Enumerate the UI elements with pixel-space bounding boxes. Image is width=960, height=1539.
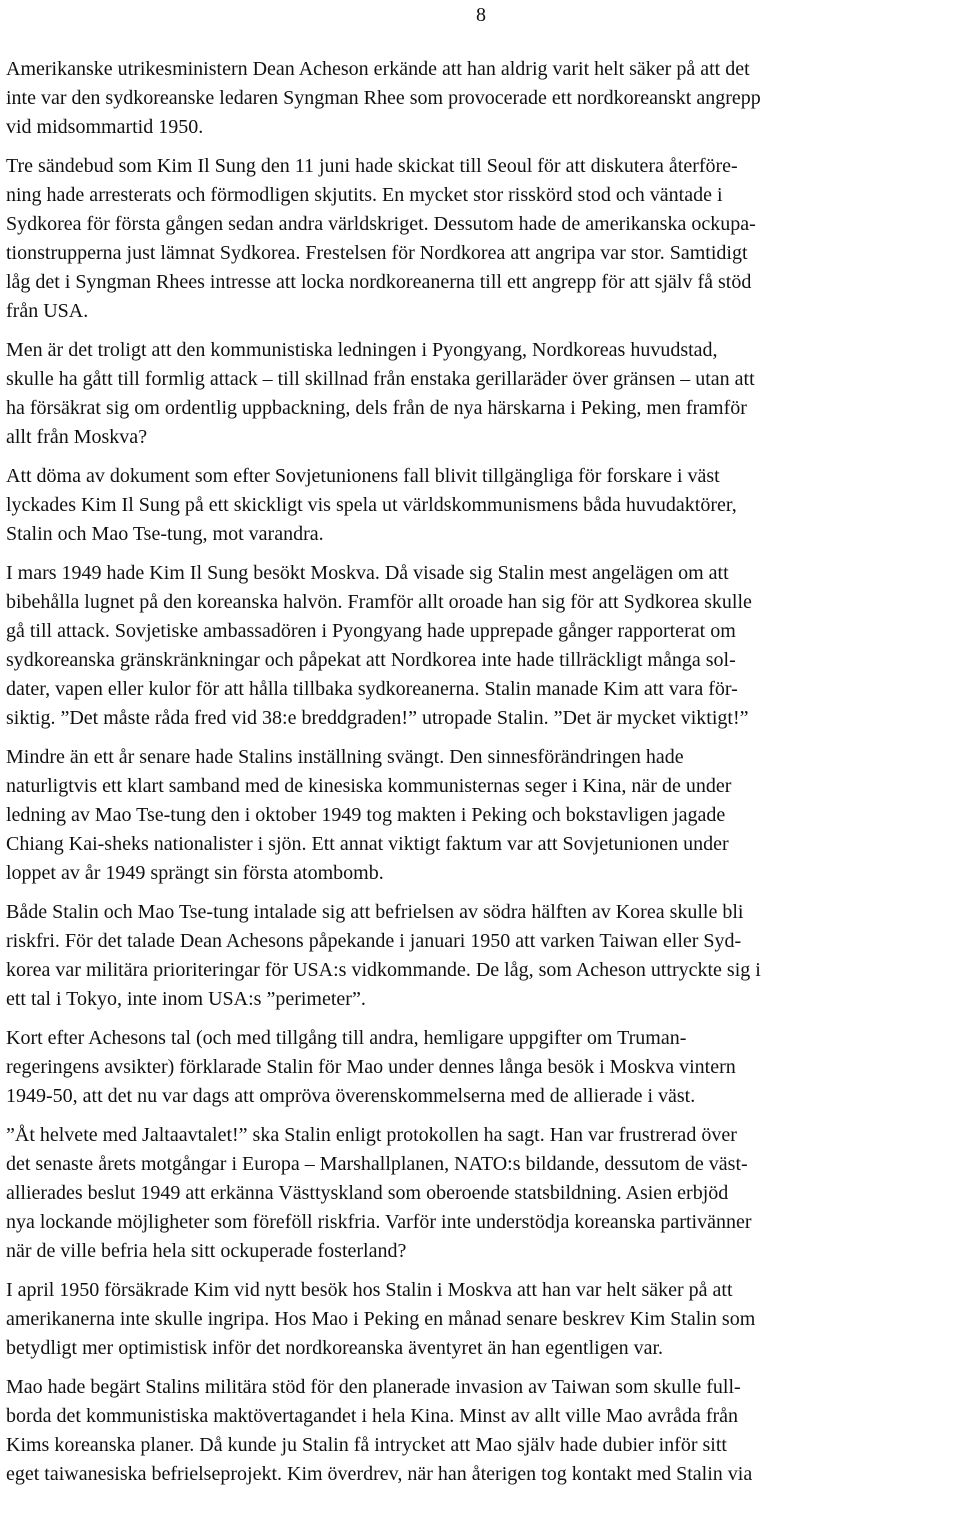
- text-line: lyckades Kim Il Sung på ett skickligt vis spela ut världskommunismens båda huvudaktörer,: [6, 494, 737, 516]
- paragraph: [6, 462, 952, 549]
- text-line: ett tal i Tokyo, inte inom USA:s ”perimeter”.: [6, 988, 366, 1010]
- text-line: från USA.: [6, 300, 89, 322]
- text-line: I mars 1949 hade Kim Il Sung besökt Moskva. Då visade sig Stalin mest angelägen om att: [6, 562, 729, 584]
- paragraph: [6, 152, 952, 326]
- text-line: ning hade arresterats och förmodligen skjutits. En mycket stor risskörd stod och väntade i: [6, 184, 723, 206]
- text-line: när de ville befria hela sitt ockuperade fosterland?: [6, 1240, 407, 1262]
- text-line: Stalin och Mao Tse-tung, mot varandra.: [6, 523, 324, 545]
- text-line: loppet av år 1949 sprängt sin första atombomb.: [6, 862, 384, 884]
- text-line: Men är det troligt att den kommunistiska ledningen i Pyongyang, Nordkoreas huvudstad,: [6, 339, 718, 361]
- document-body: [6, 55, 952, 1499]
- paragraph: [6, 1373, 952, 1489]
- text-line: låg det i Syngman Rhees intresse att locka nordkoreanerna till ett angrepp för att själv få stöd: [6, 271, 752, 293]
- paragraph: [6, 1024, 952, 1111]
- text-line: inte var den sydkoreanske ledaren Syngman Rhee som provocerade ett nordkoreanskt angrepp: [6, 87, 761, 109]
- text-line: Amerikanske utrikesministern Dean Acheson erkände att han aldrig varit helt säker på att det: [6, 58, 750, 80]
- text-line: ha försäkrat sig om ordentlig uppbackning, dels från de nya härskarna i Peking, men framför: [6, 397, 747, 419]
- text-line: sydkoreanska gränskränkningar och påpekat att Nordkorea inte hade tillräckligt många sol-: [6, 649, 736, 671]
- text-line: naturligtvis ett klart samband med de kinesiska kommunisternas seger i Kina, när de under: [6, 775, 732, 797]
- text-line: dater, vapen eller kulor för att hålla tillbaka sydkoreanerna. Stalin manade Kim att vara för-: [6, 678, 738, 700]
- text-line: vid midsommartid 1950.: [6, 116, 204, 138]
- text-line: Kort efter Achesons tal (och med tillgång till andra, hemligare uppgifter om Truman-: [6, 1027, 687, 1049]
- text-line: Tre sändebud som Kim Il Sung den 11 juni hade skickat till Seoul för att diskutera återföre-: [6, 155, 738, 177]
- text-line: betydligt mer optimistisk inför det nordkoreanska äventyret än han egentligen var.: [6, 1337, 664, 1359]
- text-line: nya lockande möjligheter som föreföll riskfria. Varför inte understödja koreanska partivänner: [6, 1211, 752, 1233]
- paragraph: [6, 1276, 952, 1363]
- text-line: I april 1950 försäkrade Kim vid nytt besök hos Stalin i Moskva att han var helt säker på att: [6, 1279, 733, 1301]
- text-line: gå till attack. Sovjetiske ambassadören i Pyongyang hade upprepade gånger rapporterat om: [6, 620, 736, 642]
- paragraph: [6, 55, 952, 142]
- text-line: riskfri. För det talade Dean Achesons påpekande i januari 1950 att varken Taiwan eller Syd-: [6, 930, 742, 952]
- text-line: ”Åt helvete med Jaltaavtalet!” ska Stalin enligt protokollen ha sagt. Han var frustrerad över: [6, 1124, 737, 1146]
- paragraph: [6, 1121, 952, 1266]
- paragraph: [6, 898, 952, 1014]
- text-line: tionstrupperna just lämnat Sydkorea. Frestelsen för Nordkorea att angripa var stor. Samtidigt: [6, 242, 748, 264]
- text-line: regeringens avsikter) förklarade Stalin för Mao under dennes långa besök i Moskva vintern: [6, 1056, 736, 1078]
- text-line: allt från Moskva?: [6, 426, 148, 448]
- text-line: Mindre än ett år senare hade Stalins inställning svängt. Den sinnesförändringen hade: [6, 746, 684, 768]
- text-line: allierades beslut 1949 att erkänna Västtyskland som oberoende statsbildning. Asien erbjöd: [6, 1182, 729, 1204]
- text-line: ledning av Mao Tse-tung den i oktober 1949 tog makten i Peking och bokstavligen jagade: [6, 804, 726, 826]
- text-line: Chiang Kai-sheks nationalister i sjön. Ett annat viktigt faktum var att Sovjetunionen under: [6, 833, 729, 855]
- text-line: Sydkorea för första gången sedan andra världskriget. Dessutom hade de amerikanska ockupa-: [6, 213, 756, 235]
- page-number: 8: [476, 4, 486, 26]
- text-line: korea var militära prioriteringar för USA:s vidkommande. De låg, som Acheson uttryckte sig i: [6, 959, 761, 981]
- text-line: Kims koreanska planer. Då kunde ju Stalin få intrycket att Mao själv hade dubier inför sitt: [6, 1434, 727, 1456]
- text-line: bibehålla lugnet på den koreanska halvön. Framför allt oroade han sig för att Sydkorea skulle: [6, 591, 752, 613]
- text-line: 1949-50, att det nu var dags att ompröva överenskommelserna med de allierade i väst.: [6, 1085, 696, 1107]
- paragraph: [6, 336, 952, 452]
- text-line: siktig. ”Det måste råda fred vid 38:e breddgraden!” utropade Stalin. ”Det är mycket viktigt!”: [6, 707, 749, 729]
- text-line: Mao hade begärt Stalins militära stöd för den planerade invasion av Taiwan som skulle full-: [6, 1376, 741, 1398]
- text-line: amerikanerna inte skulle ingripa. Hos Mao i Peking en månad senare beskrev Kim Stalin som: [6, 1308, 756, 1330]
- text-line: borda det kommunistiska maktövertagandet i hela Kina. Minst av allt ville Mao avråda från: [6, 1405, 739, 1427]
- paragraph: [6, 743, 952, 888]
- text-line: skulle ha gått till formlig attack – till skillnad från enstaka gerillaräder över gränsen – utan att: [6, 368, 755, 390]
- text-line: Både Stalin och Mao Tse-tung intalade sig att befrielsen av södra hälften av Korea skulle bli: [6, 901, 744, 923]
- text-line: Att döma av dokument som efter Sovjetunionens fall blivit tillgängliga för forskare i väst: [6, 465, 720, 487]
- text-line: det senaste årets motgångar i Europa – Marshallplanen, NATO:s bildande, dessutom de väst-: [6, 1153, 748, 1175]
- paragraph: [6, 559, 952, 733]
- text-line: eget taiwanesiska befrielseprojekt. Kim överdrev, när han återigen tog kontakt med Stalin via: [6, 1463, 753, 1485]
